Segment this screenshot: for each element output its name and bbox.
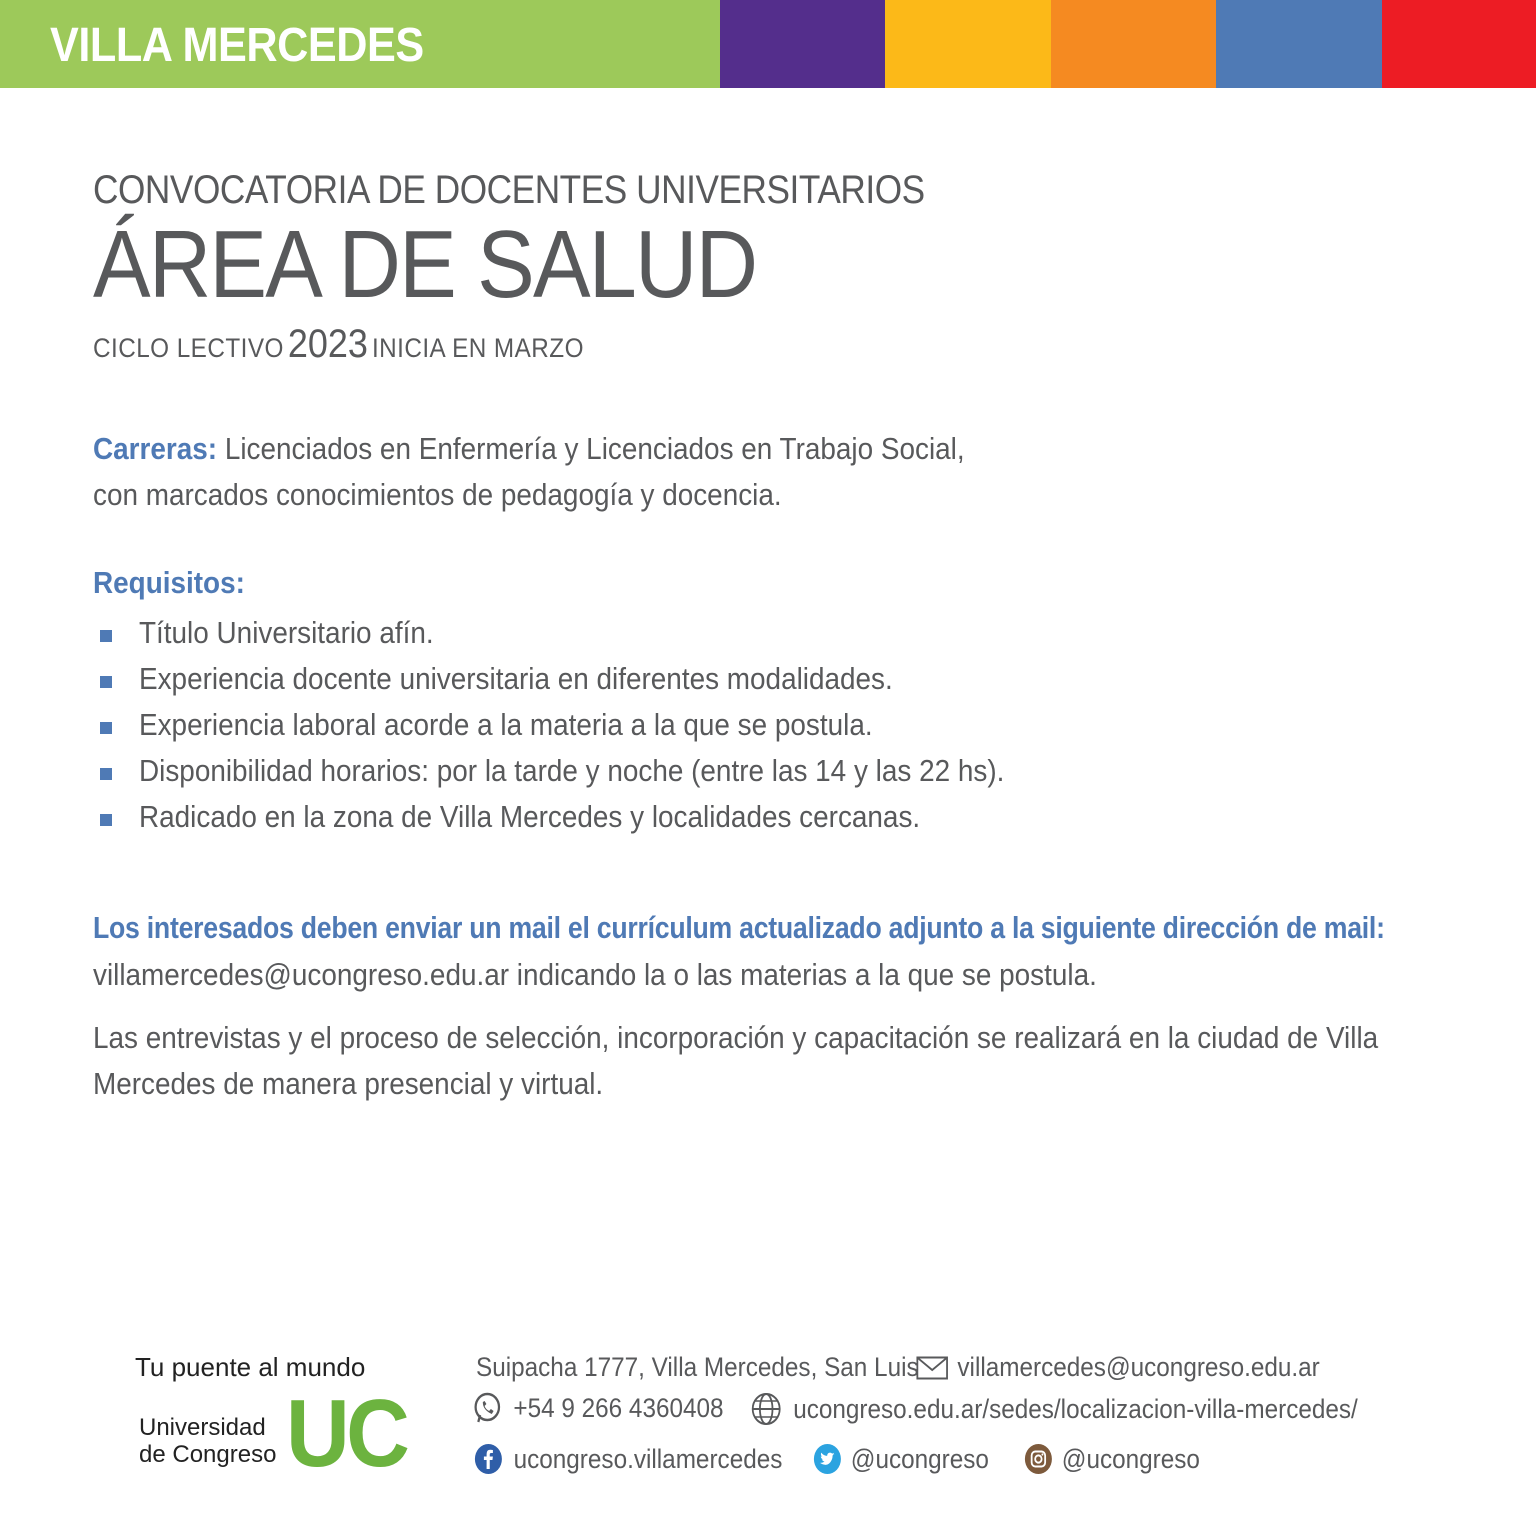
color-swatch-blue <box>1216 0 1382 88</box>
instagram-handle[interactable]: @ucongreso <box>1061 1443 1200 1474</box>
website-contact[interactable] <box>750 1391 1358 1427</box>
bullet-square-icon <box>100 722 112 734</box>
color-swatch-orange <box>1051 0 1216 88</box>
cycle-prefix: CICLO LECTIVO <box>93 333 284 363</box>
cycle-suffix: INICIA EN MARZO <box>371 333 584 363</box>
instagram-contact[interactable] <box>1024 1443 1200 1475</box>
note-line-1: Las entrevistas y el proceso de selección, incorporación y capacitación se realizará en la ciudad de Villa <box>93 1020 1379 1055</box>
color-swatch-red <box>1382 0 1536 88</box>
instagram-icon <box>1024 1443 1053 1475</box>
logo-line-1: Universidad <box>139 1414 266 1441</box>
facebook-handle[interactable]: ucongreso.villamercedes <box>513 1443 783 1474</box>
globe-icon <box>750 1391 782 1427</box>
careers-label: Carreras: <box>93 431 218 466</box>
twitter-contact[interactable] <box>813 1443 989 1475</box>
bullet-square-icon <box>100 814 112 826</box>
email-link[interactable]: villamercedes@ucongreso.edu.ar <box>957 1352 1320 1382</box>
mail-icon <box>916 1356 948 1380</box>
location-label: VILLA MERCEDES <box>50 19 424 72</box>
whatsapp-icon <box>472 1391 503 1425</box>
call-to-action: Los interesados deben enviar un mail el currículum actualizado adjunto a la siguiente dirección de mail: <box>93 910 1385 945</box>
page-title: ÁREA DE SALUD <box>93 211 757 318</box>
careers-line-1 <box>93 426 965 472</box>
page-subtitle: CONVOCATORIA DE DOCENTES UNIVERSITARIOS <box>93 168 925 212</box>
careers-line-2: con marcados conocimientos de pedagogía y docencia. <box>93 477 782 512</box>
email-contact[interactable] <box>916 1352 1320 1383</box>
phone-contact[interactable] <box>472 1391 724 1425</box>
cta-detail: villamercedes@ucongreso.edu.ar indicando la o las materias a la que se postula. <box>93 957 1097 992</box>
cycle-year: 2023 <box>287 322 368 366</box>
bullet-square-icon <box>100 630 112 642</box>
university-logo-text <box>139 1414 276 1468</box>
careers-text: Licenciados en Enfermería y Licenciados en Trabajo Social, <box>217 431 965 466</box>
bullet-square-icon <box>100 768 112 780</box>
twitter-handle[interactable]: @ucongreso <box>850 1443 989 1474</box>
bullet-square-icon <box>100 676 112 688</box>
twitter-icon <box>813 1443 842 1475</box>
logo-line-2: de Congreso <box>139 1441 277 1468</box>
facebook-icon <box>474 1443 503 1475</box>
address-text: Suipacha 1777, Villa Mercedes, San Luis <box>476 1352 919 1382</box>
header-color-bar <box>0 0 1536 88</box>
location-banner <box>0 0 720 88</box>
website-link[interactable]: ucongreso.edu.ar/sedes/localizacion-villa-mercedes/ <box>793 1393 1358 1424</box>
phone-number[interactable]: +54 9 266 4360408 <box>513 1392 724 1423</box>
color-swatch-purple <box>720 0 885 88</box>
tagline: Tu puente al mundo <box>135 1352 366 1382</box>
color-swatch-yellow <box>885 0 1051 88</box>
note-line-2: Mercedes de manera presencial y virtual. <box>93 1066 604 1101</box>
facebook-contact[interactable] <box>474 1443 782 1475</box>
cycle-info <box>93 322 584 367</box>
uc-logo-mark: UC <box>286 1380 407 1487</box>
requirements-label: Requisitos: <box>93 565 245 600</box>
